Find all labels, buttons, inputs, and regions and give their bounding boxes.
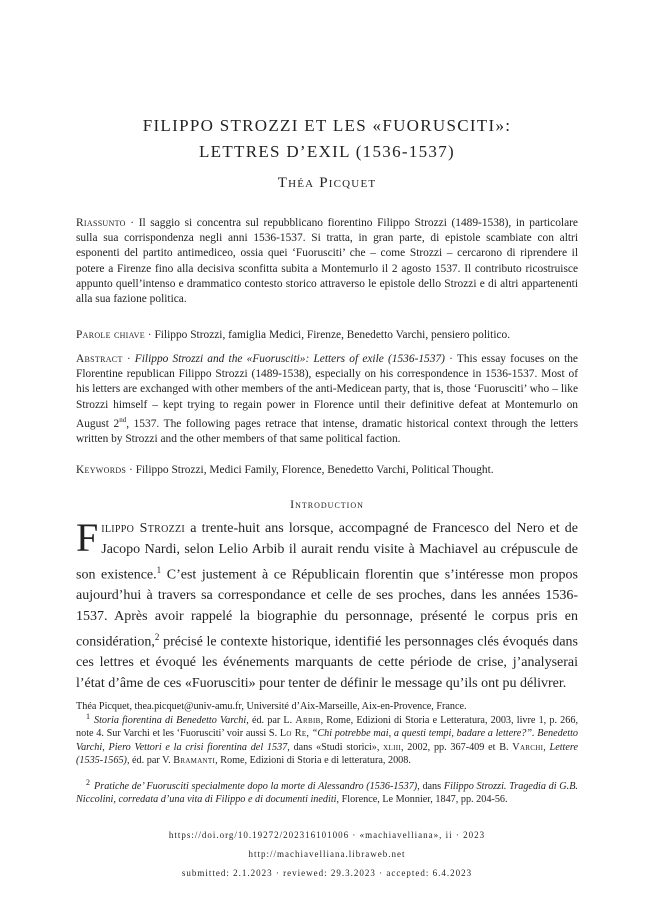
- footnote-text: , dans: [417, 781, 444, 792]
- footnote-number: 1: [86, 711, 90, 721]
- parole-text: Filippo Strozzi, famiglia Medici, Firenze, Benedetto Varchi, pensiero politico.: [154, 329, 511, 341]
- separator: ·: [444, 353, 457, 365]
- title-line-1: FILIPPO STROZZI ET LES «FUORUSCITI»:: [142, 116, 512, 135]
- keywords-text: Filippo Strozzi, Medici Family, Florence, Benedetto Varchi, Political Thought.: [135, 464, 494, 476]
- separator: ·: [126, 464, 136, 476]
- abstract-paragraph: [76, 352, 578, 447]
- intro-text-a: a trente-huit ans lorsque, accompagné de Francesco del Nero et de Jacopo Nardi, selon Lelio Arbib il aurait rendu visite à Machiavel au crépuscule de son existence.: [76, 521, 578, 583]
- footnote-text: Storia fiorentina di Benedetto Varchi: [94, 715, 247, 726]
- riassunto-label: Riassunto: [76, 217, 126, 229]
- introduction-body: [76, 515, 578, 694]
- footnote-text: ,: [306, 728, 312, 740]
- footnote-2: [76, 777, 578, 807]
- keywords-label: Keywords: [76, 464, 127, 476]
- footnote-text: , éd. par L.: [246, 715, 296, 726]
- footnote-author: Bramanti: [173, 755, 216, 767]
- footnote-text: , Rome, Edizioni di Storia e di letteratura, 2008.: [215, 755, 411, 767]
- separator: ·: [144, 329, 155, 341]
- footer-url[interactable]: http://machiavelliana.libraweb.net: [248, 849, 406, 859]
- footnote-text: , éd. par V.: [126, 755, 174, 767]
- title-line-2: LETTRES D’EXIL (1536-1537): [198, 142, 455, 161]
- lead-in: ilippo Strozzi: [101, 521, 186, 536]
- intro-text-b: C’est justement à ce Républicain florentin que s’intéresse mon propos aujourd’hui à travers sa correspondance et celle de ses proches, dans les années 1536-1537. Après avoir rappelé la biographie du personnage, présenté le corpus pris en considération,: [76, 567, 578, 650]
- footnote-number: 2: [86, 777, 90, 787]
- footnote-text: , Rome, Edizioni di Storia e Letteratura, 2003, livre 1, p. 266, note 4. Sur Varchi et les ‘Fuorusciti’ voir aussi S.: [76, 715, 578, 740]
- ordinal-suffix: nd: [119, 415, 127, 424]
- affiliation-note: Théa Picquet, thea.picquet@univ-amu.fr, Université d’Aix-Marseille, Aix-en-Provence, France.: [76, 701, 467, 712]
- abstract-text-b: , 1537. The following pages retrace that intense, dramatic historical context through the letters written by Strozzi and the other members of that same political faction.: [76, 417, 578, 445]
- footnote-text: Pratiche de’ Fuorusciti specialmente dopo la morte di Alessandro (1536-1537): [94, 781, 418, 792]
- footnote-text: , dans «Studi storici»,: [287, 741, 384, 753]
- riassunto-paragraph: [76, 216, 578, 307]
- article-title: [76, 113, 578, 165]
- footnote-author: Varchi: [512, 741, 544, 753]
- parole-label: Parole chiave: [76, 329, 145, 341]
- footnote-text: , Florence, Le Monnier, 1847, pp. 204-56.: [336, 794, 508, 806]
- footer-dates: submitted: 2.1.2023 · reviewed: 29.3.2023 · accepted: 6.4.2023: [181, 868, 473, 878]
- abstract-title: Filippo Strozzi and the «Fuorusciti»: Letters of exile (1536-1537): [134, 353, 445, 365]
- footnote-1: [76, 711, 579, 768]
- separator: ·: [122, 353, 135, 365]
- riassunto-text: Il saggio si concentra sul repubblicano fiorentino Filippo Strozzi (1489-1538), in particolare sulla sua corrispondenza negli anni 1536-1537. Si tratta, in gran parte, di epistole scambiate con altri esponenti del partito antimediceo, ossia quei ‘Fuorusciti’ che – come Strozzi – cercarono di riprendere il potere a Firenze fino alla decisiva sconfitta subita a Montemurlo il 2 agosto 1537. Il contributo ricostruisce appunto quell’intenso e drammatico contesto storico attraverso le epistole dello Strozzi e di altri appartenenti alla sua fazione politica.: [76, 217, 578, 306]
- author-name: Théa Picquet: [277, 175, 377, 191]
- introduction-heading: Introduction: [290, 497, 364, 511]
- abstract-label: Abstract: [76, 353, 123, 365]
- footnote-ref-1[interactable]: 1: [156, 565, 162, 575]
- keywords-paragraph: [76, 463, 578, 478]
- footnote-author: Lo Re: [279, 728, 307, 740]
- intro-text-c: précisé le contexte historique, identifié les personnages clés évoqués dans ces lettres et évoqué les événements marquants de cette période de crise, j’analyserai l’état d’âme de ces «Fuorusciti» pour tenter de définir le message qu’ils ont pu délivrer.: [76, 634, 578, 691]
- footer-doi[interactable]: https://doi.org/10.19272/202316101006 · «machiavelliana», ii · 2023: [168, 830, 486, 840]
- parole-chiave-paragraph: [76, 328, 578, 343]
- footnote-text: “Chi potrebbe mai, a questi tempi, badare a lettere?”. Benedetto Varchi, Piero Vettori e la crisi fiorentina del 1537: [76, 728, 578, 753]
- footnote-text: Lettere (1535-1565): [76, 741, 579, 767]
- abstract-text-a: This essay focuses on the Florentine republican Filippo Strozzi (1489-1538), especially on his correspondence in 1536-1537. Most of his letters are exchanged with other members of the anti-Medicean party, that is, those ‘Fuorusciti’ who – like Strozzi himself – kept trying to regain power in Florence until their definitive defeat at Montemurlo on August 2: [76, 353, 578, 430]
- footnote-author: Arbib: [295, 715, 321, 726]
- drop-cap: F: [76, 515, 99, 560]
- footnote-text: Filippo Strozzi. Tragedia di G.B. Niccolini, corredata d’una vita di Filippo e di documenti inediti: [76, 781, 578, 806]
- footnote-volume: xliii: [383, 741, 401, 753]
- footnote-ref-2[interactable]: 2: [154, 632, 160, 643]
- footnote-text: , 2002, pp. 367-409 et B.: [401, 741, 513, 753]
- separator: ·: [125, 217, 139, 229]
- footnote-text: ,: [543, 741, 550, 753]
